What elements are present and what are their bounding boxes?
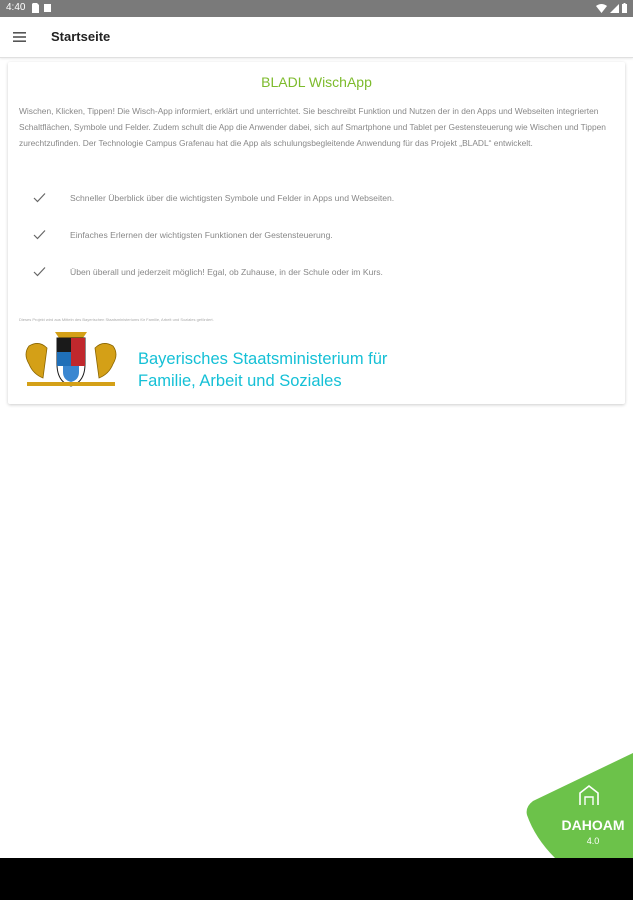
badge-text: DAHOAM: [561, 817, 625, 833]
ministry-line-2: Familie, Arbeit und Soziales: [138, 372, 342, 390]
status-bar: [0, 0, 633, 17]
check-icon: [28, 228, 50, 242]
status-icons: [596, 3, 627, 13]
check-icon: [28, 265, 50, 279]
feature-text: Schneller Überblick über die wichtigsten Symbole und Felder in Apps und Webseiten.: [70, 193, 395, 203]
funding-note: Dieses Projekt wird aus Mitteln des Bayerischen Staatsministeriums für Familie, Arbeit und Soziales gefördert.: [19, 317, 214, 322]
ministry-line-1: Bayerisches Staatsministerium für: [138, 350, 388, 368]
info-card: [8, 62, 625, 404]
check-icon: [28, 191, 50, 205]
app-bar: [0, 17, 633, 58]
navigation-bar: [0, 858, 633, 900]
feature-item: [28, 188, 394, 208]
wifi-icon: [596, 4, 607, 13]
feature-text: Üben überall und jederzeit möglich! Egal, ob Zuhause, in der Schule oder im Kurs.: [70, 267, 383, 277]
bavarian-coat-of-arms-logo: [19, 326, 123, 391]
ministry-name: [138, 348, 387, 392]
sd-card-icon: [32, 3, 39, 13]
dahoam-badge[interactable]: [525, 753, 633, 858]
page-title: Startseite: [51, 29, 111, 44]
notification-icon: [44, 3, 51, 13]
intro-text: Wischen, Klicken, Tippen! Die Wisch-App informiert, erklärt und unterrichtet. Sie beschreibt Funktion und Nutzen der in den Apps und Webseiten integrierten Schaltflächen, Symbole und Felder. Zudem schult die App die Anwender dabei, sich auf Smartphone und Tablet per Gestensteuerung wie Wischen und Tippen zurechtzufinden. Der Technologie Campus Grafenau hat die App als schulungsbegleitende Anwendung für das Projekt „BLADL“ entwickelt.: [19, 106, 606, 148]
feature-text: Einfaches Erlernen der wichtigsten Funktionen der Gestensteuerung.: [70, 230, 333, 240]
status-time: 4:40: [6, 2, 26, 13]
menu-icon[interactable]: [10, 27, 30, 47]
card-title: BLADL WischApp: [261, 74, 372, 90]
feature-item: [28, 262, 383, 282]
feature-item: [28, 225, 333, 245]
battery-icon: [622, 3, 627, 13]
badge-subtext: 4.0: [586, 836, 600, 846]
signal-icon: [610, 4, 619, 13]
